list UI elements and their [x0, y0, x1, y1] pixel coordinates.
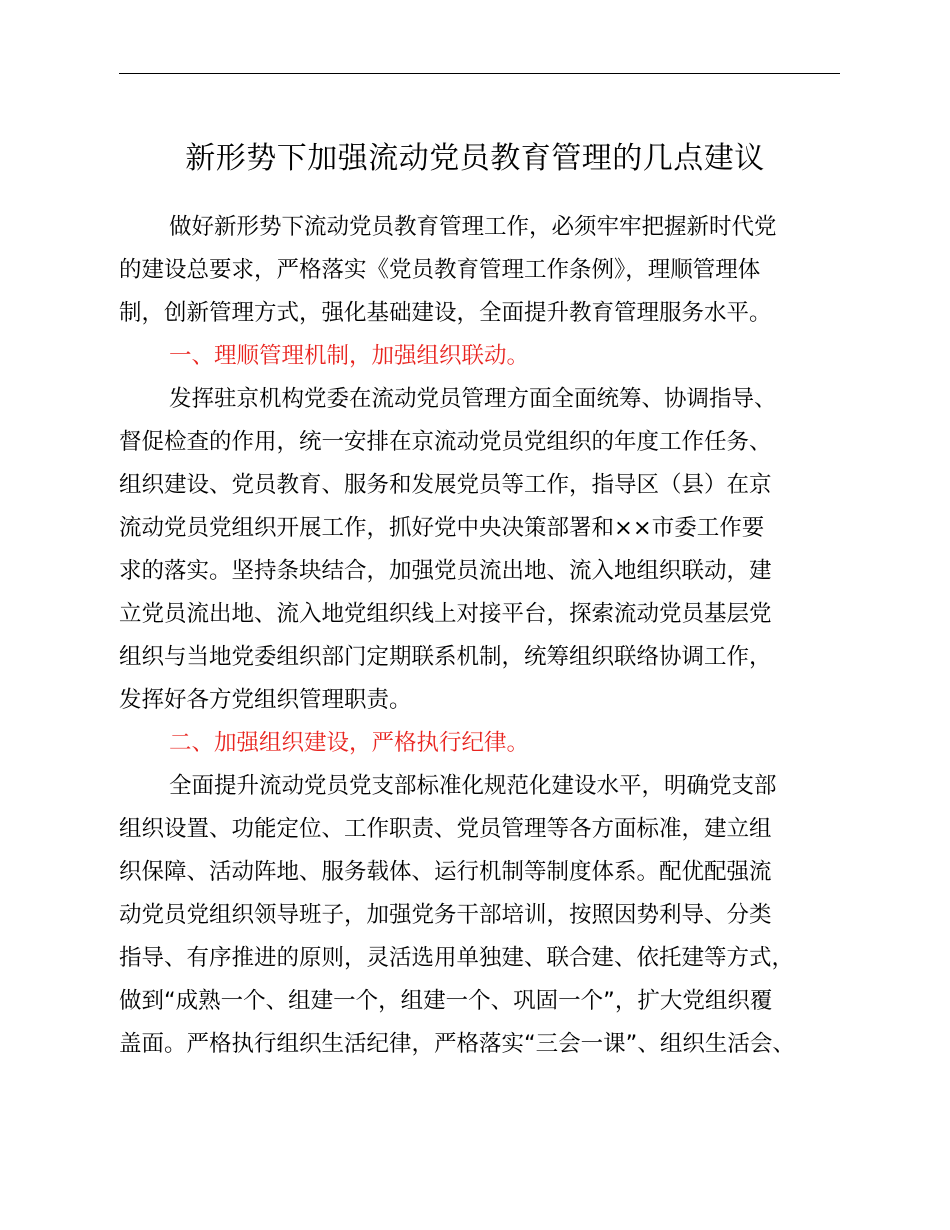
- paragraph-line: 流动党员党组织开展工作，抓好党中央决策部署和××市委工作要: [119, 515, 765, 541]
- paragraph-line: 组织设置、功能定位、工作职责、党员管理等各方面标准，建立组: [119, 816, 772, 842]
- document-body: [119, 206, 863, 1066]
- paragraph-line: 发挥驻京机构党委在流动党员管理方面全面统筹、协调指导、: [169, 386, 777, 412]
- paragraph-line: 组织与当地党委组织部门定期联系机制，统筹组织联络协调工作，: [119, 644, 772, 670]
- section-heading-2: 二、加强组织建设，严格执行纪律。: [169, 730, 530, 756]
- paragraph-line: 制，创新管理方式，强化基础建设，全面提升教育管理服务水平。: [119, 300, 772, 326]
- paragraph-line: 求的落实。坚持条块结合，加强党员流出地、流入地组织联动，建: [119, 558, 772, 584]
- paragraph-line: 组织建设、党员教育、服务和发展党员等工作，指导区（县）在京: [119, 472, 772, 498]
- section-heading-1: 一、理顺管理机制，加强组织联动。: [169, 343, 530, 369]
- paragraph-line: 织保障、活动阵地、服务载体、运行机制等制度体系。配优配强流: [119, 859, 772, 885]
- paragraph-line: 做好新形势下流动党员教育管理工作，必须牢牢把握新时代党: [169, 214, 777, 240]
- paragraph-line: 动党员党组织领导班子，加强党务干部培训，按照因势利导、分类: [119, 902, 772, 928]
- paragraph-line: 的建设总要求，严格落实《党员教育管理工作条例》，理顺管理体: [119, 257, 761, 283]
- paragraph-line: 立党员流出地、流入地党组织线上对接平台，探索流动党员基层党: [119, 601, 772, 627]
- paragraph-line: 督促检查的作用，统一安排在京流动党员党组织的年度工作任务、: [119, 429, 772, 455]
- header-rule: [119, 73, 840, 74]
- paragraph-line: 发挥好各方党组织管理职责。: [119, 687, 412, 713]
- paragraph-line: 盖面。严格执行组织生活纪律，严格落实“三会一课”、组织生活会、: [119, 1031, 795, 1057]
- paragraph-line: 指导、有序推进的原则，灵活选用单独建、联合建、依托建等方式，: [119, 945, 795, 971]
- paragraph-line: 做到“成熟一个、组建一个，组建一个、巩固一个”，扩大党组织覆: [119, 988, 773, 1014]
- document-title: 新形势下加强流动党员教育管理的几点建议: [185, 141, 765, 176]
- paragraph-line: 全面提升流动党员党支部标准化规范化建设水平，明确党支部: [169, 773, 777, 799]
